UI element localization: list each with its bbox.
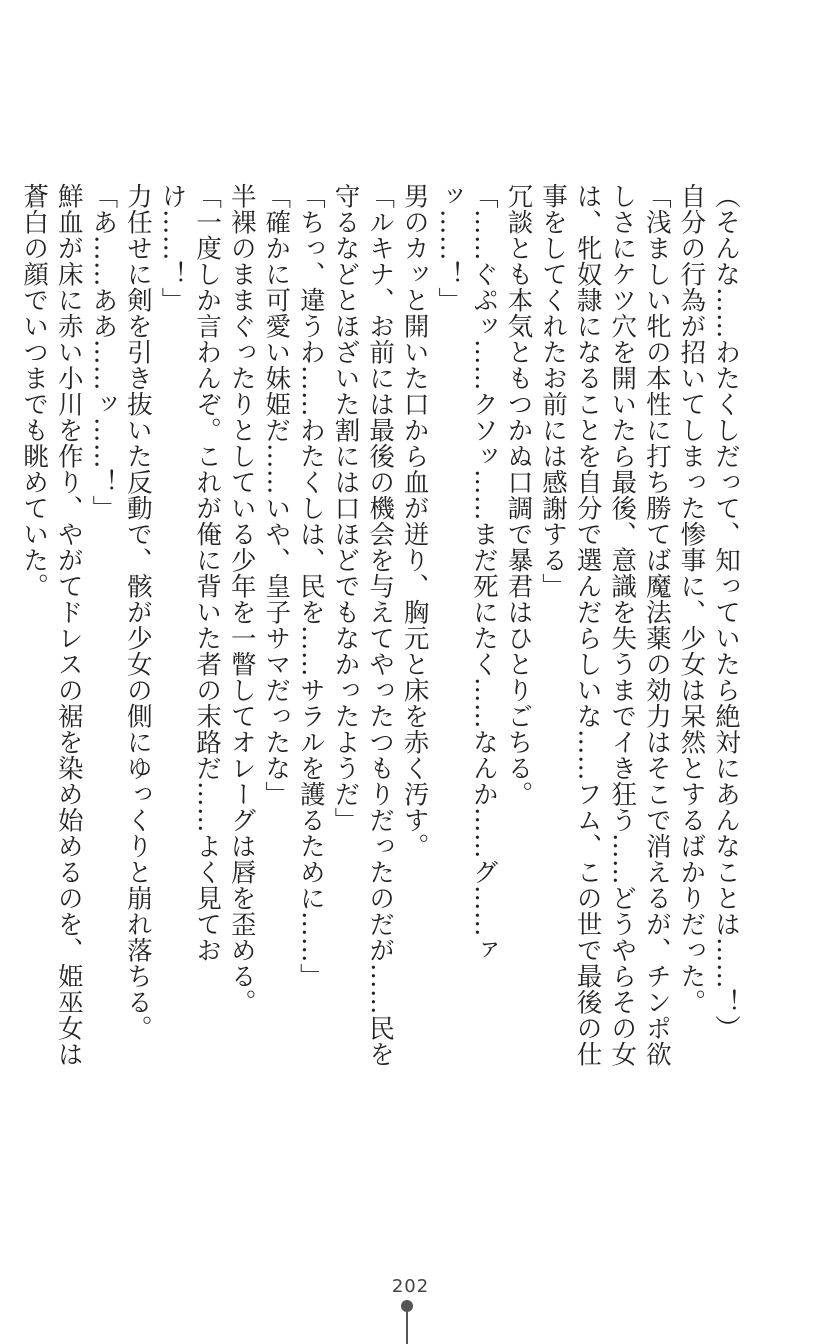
page-number: 202: [391, 1276, 430, 1297]
paragraph: 半裸のままぐったりとしている少年を一瞥してオレーグは唇を歪める。: [226, 183, 257, 1015]
paragraph: 「ルキナ、お前には最後の機会を与えてやったつもりだったのだが……民を守るなどとほざいた割には口ほどでもなかったようだ」: [330, 183, 396, 1067]
paragraph: （そんな……わたくしだって、知っていたら絶対にあんなことは……！）: [711, 183, 741, 1041]
page-marker-line: [406, 1310, 408, 1344]
paragraph: 力任せに剣を引き抜いた反動で、骸が少女の側にゆっくりと崩れ落ちる。: [122, 183, 153, 1041]
paragraph: 「確かに可愛い妹姫だ……いや、皇子サマだったな」: [261, 183, 292, 807]
paragraph: 冗談とも本気ともつかぬ口調で暴君はひとりごちる。: [503, 183, 534, 807]
paragraph: 鮮血が床に赤い小川を作り、やがてドレスの裾を染め始めるのを、姫巫女は蒼白の顔でいつまでも眺めていた。: [19, 183, 84, 1067]
paragraph: 男のカッと開いた口から血が迸り、胸元と床を赤く汚す。: [399, 183, 430, 859]
paragraph: 「……ぐぷッ……クソッ……まだ死にたく……なんか……グ……ァッ……！」: [434, 183, 499, 963]
paragraph: 「ちっ、違うわ……わたくしは、民を……サラルを護るために……」: [295, 183, 326, 989]
paragraph: 「浅ましい牝の本性に打ち勝てば魔法薬の効力はそこで消えるが、チンポ欲しさにケツ穴を開いたら最後、意識を失うまでイき狂う……どうやらその女は、牝奴隷になることを自分で選んだらしいな……フム、この世で最後の仕事をしてくれたお前には感謝する」: [538, 183, 672, 1067]
paragraph: 自分の行為が招いてしまった惨事に、少女は呆然とするばかりだった。: [676, 183, 707, 1015]
body-text: [19, 183, 743, 1073]
paragraph: 「あ……ああ……ッ……！」: [88, 183, 119, 521]
paragraph: 「一度しか言わんぞ。これが俺に背いた者の末路だ……よく見ておけ……！」: [157, 183, 223, 963]
